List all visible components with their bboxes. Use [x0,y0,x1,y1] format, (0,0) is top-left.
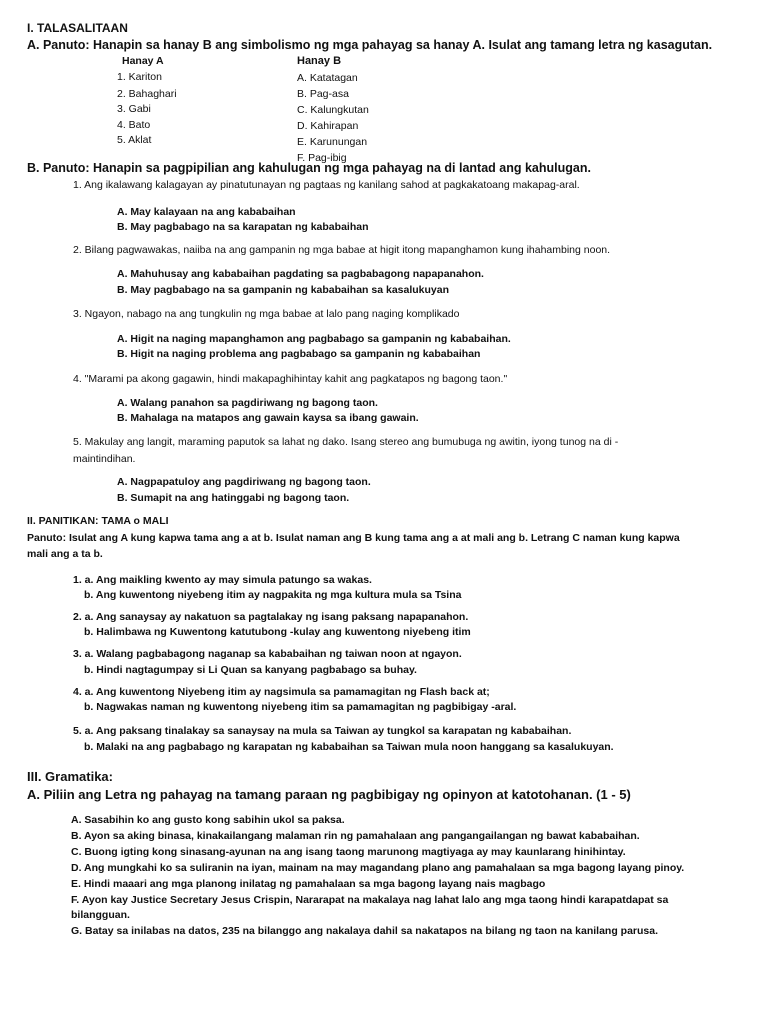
tf-item-4-b: b. Nagwakas naman ng kuwentong niyebeng itim sa pamamagitan ng pagbibigay -aral. [84,701,517,713]
question-2-choice-b: B. May pagbabago na sa gampanin ng kababaihan sa kasalukuyan [117,284,450,296]
hanay-a-header: Hanay A [122,55,164,67]
hanay-b-item: F. Pag-ibig [297,152,347,164]
hanay-b-item: B. Pag-asa [297,88,349,100]
hanay-b-item: A. Katatagan [297,72,358,84]
question-5: 5. Makulay ang langit, maraming paputok sa lahat ng dako. Isang stereo ang bumubuga ng awitin, iyong tunog na di - [73,436,619,448]
hanay-a-item: 4. Bato [117,119,151,131]
question-3: 3. Ngayon, nabago na ang tungkulin ng mga babae at lalo pang naging komplikado [73,308,460,320]
question-5-choice-b: B. Sumapit na ang hatinggabi ng bagong taon. [117,492,350,504]
part-b-instruction: B. Panuto: Hanapin sa pagpipilian ang kahulugan ng mga pahayag na di lantad ang kahulugan. [27,161,591,175]
hanay-a-item: 3. Gabi [117,103,151,115]
grammar-option: C. Buong igting kong sinasang-ayunan na ang isang taong marunong magtiyaga ay may kaunlarang hinihintay. [71,846,626,858]
question-3-choice-a: A. Higit na naging mapanghamon ang pagbabago sa gampanin ng kababaihan. [117,333,511,345]
question-4: 4. "Marami pa akong gagawin, hindi makapaghihintay kahit ang pagkatapos ng bagong taon." [73,373,508,385]
grammar-option: G. Batay sa inilabas na datos, 235 na bilanggo ang nakalaya dahil sa nakatapos na bilang ng taon na kanilang parusa. [71,925,659,937]
hanay-b-item: C. Kalungkutan [297,104,369,116]
section-3-title: III. Gramatika: [27,769,113,784]
question-1-choice-b: B. May pagbabago na sa karapatan ng kababaihan [117,221,369,233]
question-1-choice-a: A. May kalayaan na ang kababaihan [117,206,296,218]
tf-item-5-b: b. Malaki na ang pagbabago ng karapatan ng kababaihan sa Taiwan mula noon hanggang sa kasalukuyan. [84,741,614,753]
question-3-choice-b: B. Higit na naging problema ang pagbabago sa gampanin ng kababaihan [117,348,481,360]
tf-item-1-b: b. Ang kuwentong niyebeng itim ay nagpakita ng mga kultura mula sa Tsina [84,589,462,601]
grammar-option-cont: bilangguan. [71,909,130,921]
question-2: 2. Bilang pagwawakas, naiiba na ang gampanin ng mga babae at higit itong mapanghamon kung ihahambing noon. [73,244,611,256]
section-2-instruction: Panuto: Isulat ang A kung kapwa tama ang a at b. Isulat naman ang B kung tama ang a at mali ang b. Letrang C naman kung kapwa [27,532,680,544]
grammar-option: B. Ayon sa aking binasa, kinakailangang malaman rin ng pamahalaan ang pangangailangan ng bawat kababaihan. [71,830,640,842]
tf-item-2-b: b. Halimbawa ng Kuwentong katutubong -kulay ang kuwentong niyebeng itim [84,626,471,638]
question-5-cont: maintindihan. [73,453,136,465]
tf-item-2-a: 2. a. Ang sanaysay ay nakatuon sa pagtalakay ng isang paksang napapanahon. [73,611,469,623]
hanay-b-item: E. Karunungan [297,136,368,148]
section-3-instruction: A. Piliin ang Letra ng pahayag na tamang paraan ng pagbibigay ng opinyon at katotohanan. (1 - 5) [27,787,631,802]
grammar-option: A. Sasabihin ko ang gusto kong sabihin ukol sa paksa. [71,814,345,826]
tf-item-1-a: 1. a. Ang maikling kwento ay may simula patungo sa wakas. [73,574,372,586]
section-2-instruction-cont: mali ang a ta b. [27,548,103,560]
hanay-a-item: 1. Kariton [117,71,162,83]
hanay-b-item: D. Kahirapan [297,120,359,132]
tf-item-4-a: 4. a. Ang kuwentong Niyebeng itim ay nagsimula sa pamamagitan ng Flash back at; [73,686,490,698]
hanay-a-item: 5. Aklat [117,134,152,146]
grammar-option: E. Hindi maaari ang mga planong inilatag ng pamahalaan sa mga bagong layang nais magbago [71,878,546,890]
tf-item-3-a: 3. a. Walang pagbabagong naganap sa kababaihan ng taiwan noon at ngayon. [73,648,462,660]
hanay-a-item: 2. Bahaghari [117,88,177,100]
question-4-choice-b: B. Mahalaga na matapos ang gawain kaysa sa ibang gawain. [117,412,419,424]
tf-item-5-a: 5. a. Ang paksang tinalakay sa sanaysay na mula sa Taiwan ay tungkol sa karapatan ng kababaihan. [73,725,572,737]
grammar-option: F. Ayon kay Justice Secretary Jesus Crispin, Nararapat na makalaya nag lahat lalo ang mga taong hindi karapatdapat sa [71,894,669,906]
hanay-b-header: Hanay B [297,55,342,67]
section-1-title: I. TALASALITAAN [27,21,128,35]
question-5-choice-a: A. Nagpapatuloy ang pagdiriwang ng bagong taon. [117,476,371,488]
question-4-choice-a: A. Walang panahon sa pagdiriwang ng bagong taon. [117,397,378,409]
part-a-instruction: A. Panuto: Hanapin sa hanay B ang simbolismo ng mga pahayag sa hanay A. Isulat ang tamang letra ng kasagutan. [27,38,713,52]
grammar-option: D. Ang mungkahi ko sa suliranin na iyan, mainam na may magandang plano ang pamahalaan sa mga bagong layang pinoy. [71,862,685,874]
tf-item-3-b: b. Hindi nagtagumpay si Li Quan sa kanyang pagbabago sa buhay. [84,664,417,676]
section-2-title: II. PANITIKAN: TAMA o MALI [27,515,169,527]
question-1: 1. Ang ikalawang kalagayan ay pinatutunayan ng pagtaas ng kanilang sahod at pagkakatoang makapag-aral. [73,179,580,191]
question-2-choice-a: A. Mahuhusay ang kababaihan pagdating sa pagbabagong napapanahon. [117,268,484,280]
